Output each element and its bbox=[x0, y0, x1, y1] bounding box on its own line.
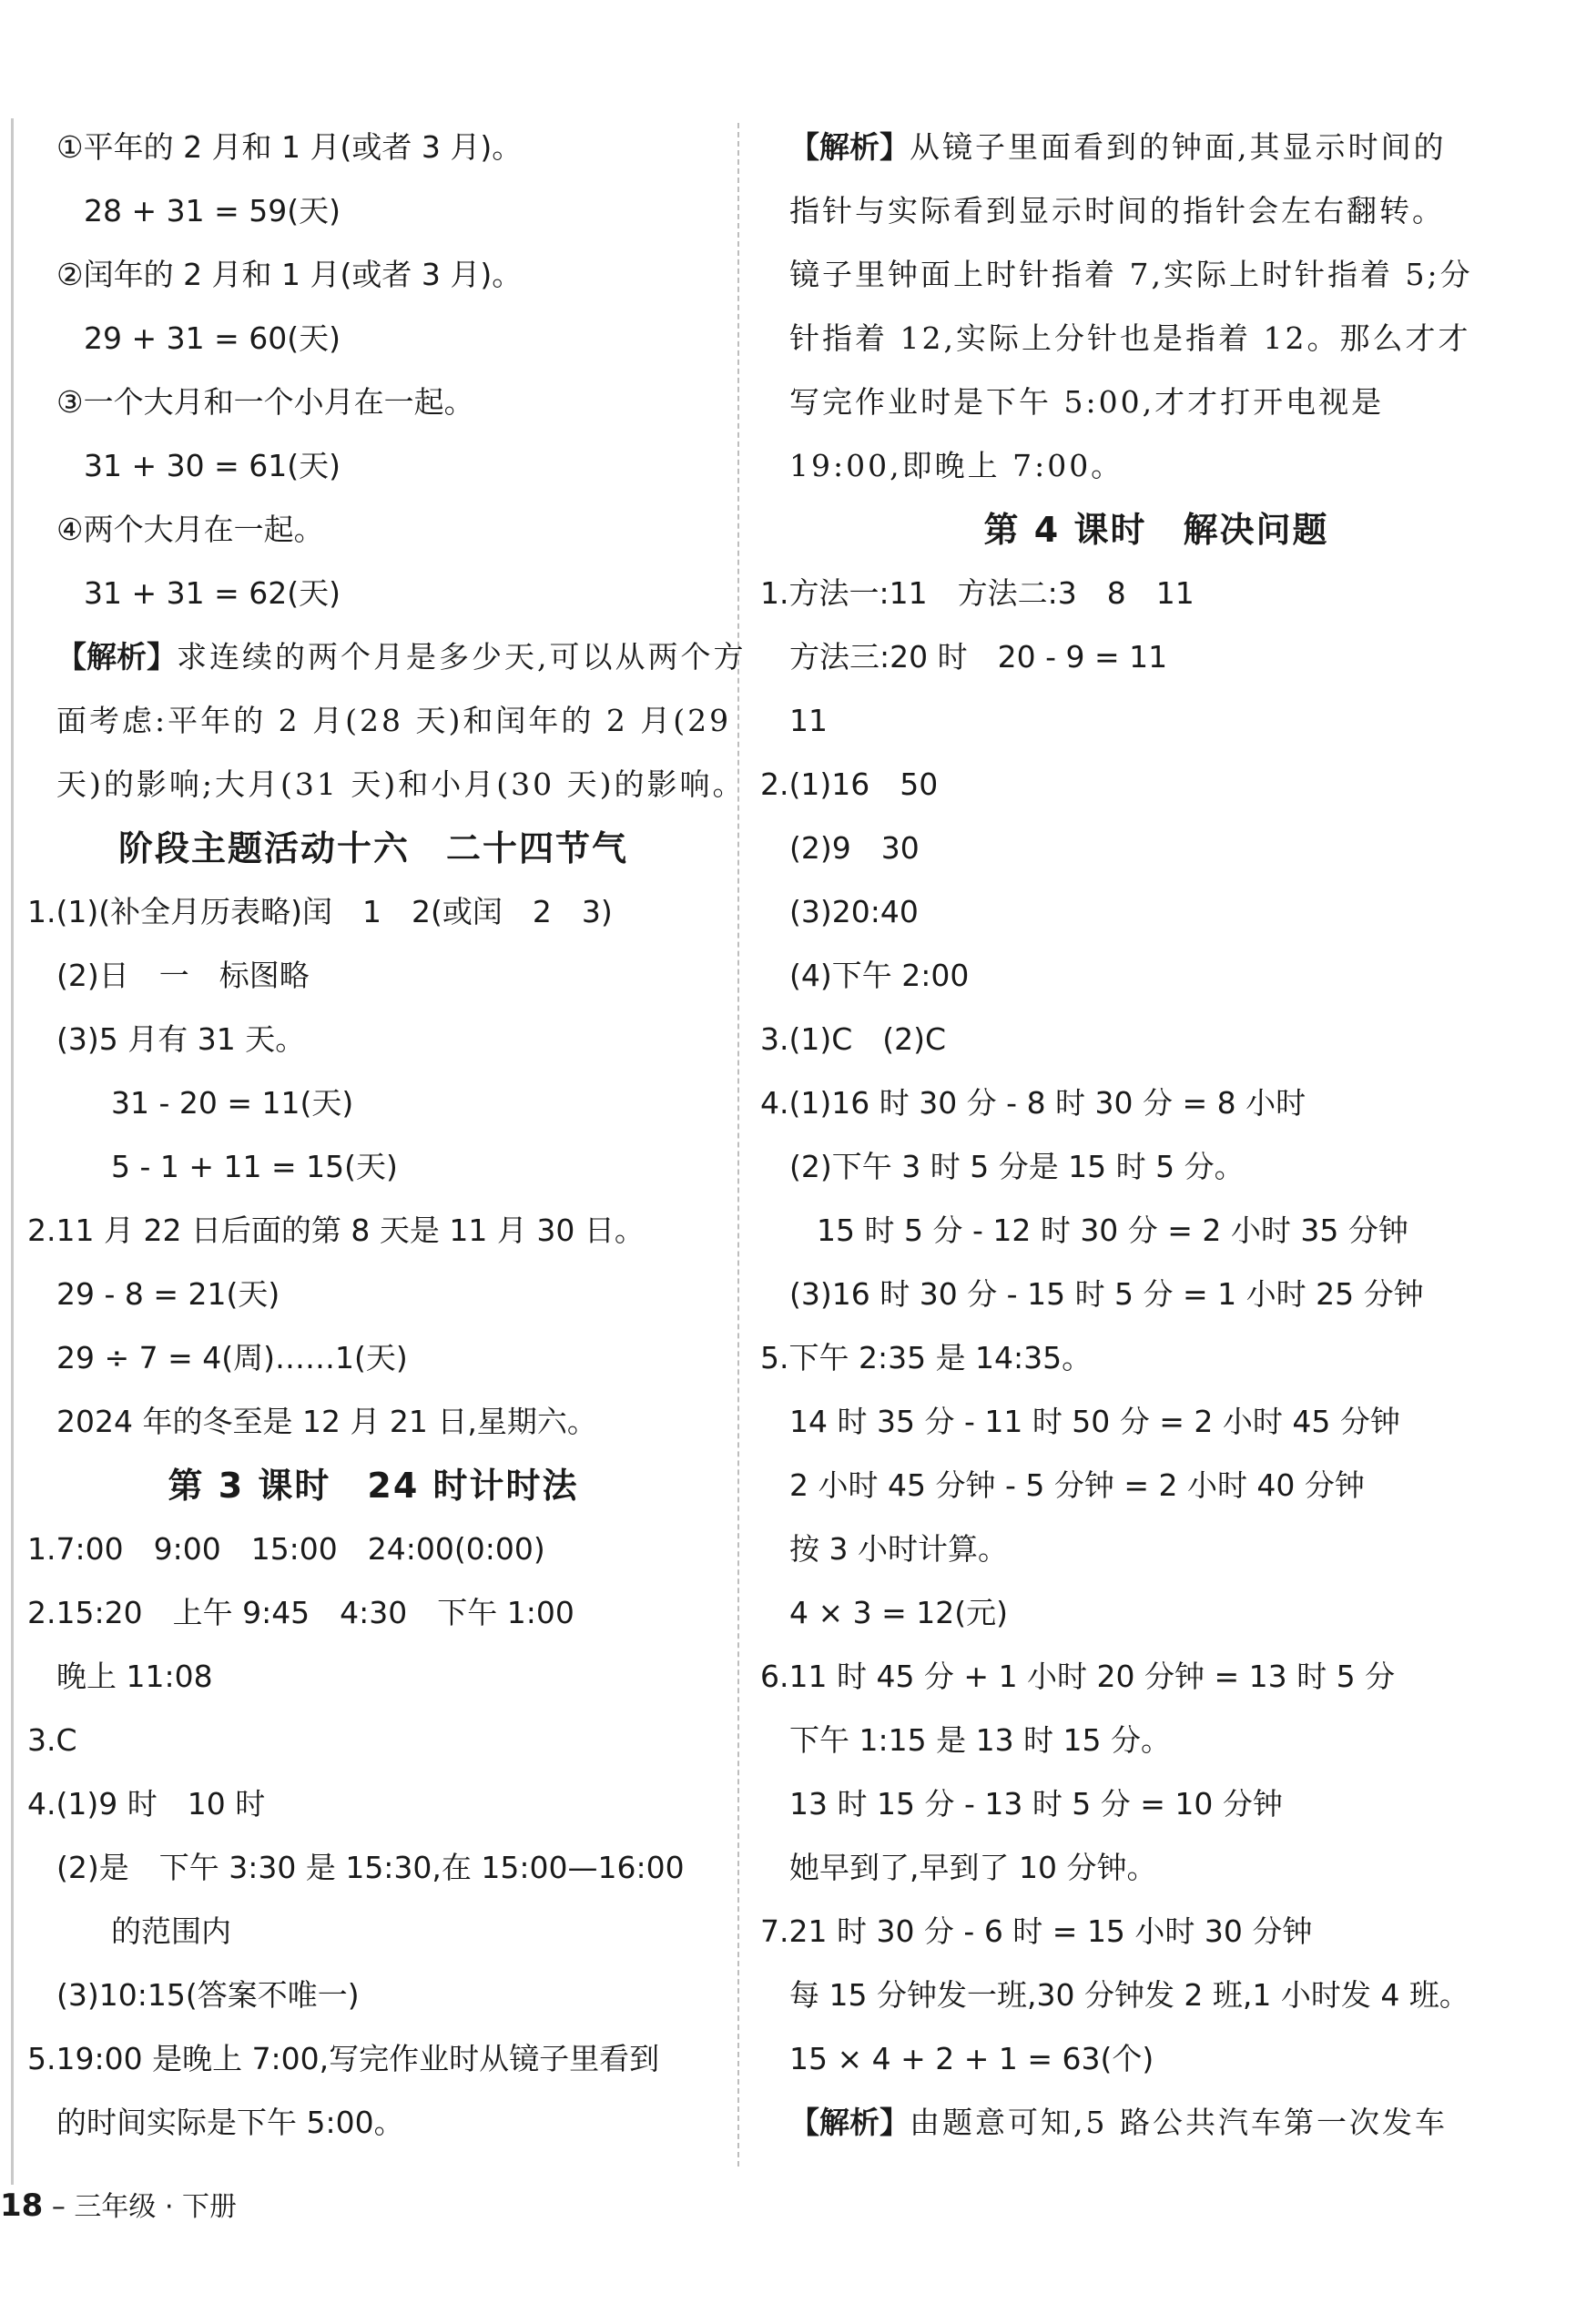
answer-line: 1.7:00 9:00 15:00 24:00(0:00) bbox=[27, 1531, 545, 1567]
analysis-paragraph bbox=[760, 2091, 1552, 2155]
answer-line: 2.11 月 22 日后面的第 8 天是 11 月 30 日。 bbox=[27, 1213, 645, 1248]
answer-line: 31 + 30 = 61(天) bbox=[84, 448, 341, 483]
answer-line: 15 时 5 分 - 12 时 30 分 = 2 小时 35 分钟 bbox=[817, 1213, 1408, 1248]
answer-line: (3)20:40 bbox=[789, 894, 919, 929]
answer-line: 31 + 31 = 62(天) bbox=[84, 575, 341, 611]
answer-line: 2.(1)16 50 bbox=[760, 766, 939, 802]
analysis-paragraph bbox=[760, 116, 1552, 179]
footer-dash: – bbox=[51, 2191, 66, 2223]
answer-line: 3.(1)C (2)C bbox=[760, 1021, 947, 1057]
answer-line: 5.下午 2:35 是 14:35。 bbox=[760, 1340, 1093, 1375]
answer-line: 2.15:20 上午 9:45 4:30 下午 1:00 bbox=[27, 1595, 574, 1630]
page-edge bbox=[11, 118, 14, 2185]
answer-line: (2)日 一 标图略 bbox=[56, 958, 310, 993]
column-divider bbox=[737, 123, 739, 2167]
answer-line: 的时间实际是下午 5:00。 bbox=[56, 2105, 404, 2140]
analysis-text: 求连续的两个月是多少天,可以从两个方 bbox=[177, 639, 747, 675]
answer-line: ③一个大月和一个小月在一起。 bbox=[56, 384, 474, 420]
answer-line: 14 时 35 分 - 11 时 50 分 = 2 小时 45 分钟 bbox=[789, 1404, 1400, 1439]
answer-line: (3)5 月有 31 天。 bbox=[56, 1021, 306, 1057]
analysis-paragraph bbox=[27, 625, 747, 689]
analysis-text: 针指着 12,实际上分针也是指着 12。那么才才 bbox=[789, 320, 1471, 356]
answer-line: 4.(1)9 时 10 时 bbox=[27, 1786, 266, 1822]
analysis-text: 指针与实际看到显示时间的指针会左右翻转。 bbox=[789, 193, 1445, 228]
footer-grade: 三年级 · 下册 bbox=[74, 2191, 238, 2223]
answer-line: 2024 年的冬至是 12 月 21 日,星期六。 bbox=[56, 1404, 597, 1439]
analysis-text: 面考虑:平年的 2 月(28 天)和闰年的 2 月(29 bbox=[56, 703, 732, 738]
analysis-text: 天)的影响;大月(31 天)和小月(30 天)的影响。 bbox=[56, 766, 746, 802]
lesson-title: 第 3 课时 24 时计时法 bbox=[168, 1466, 579, 1506]
answer-line: 29 - 8 = 21(天) bbox=[56, 1276, 280, 1312]
answer-line: 2 小时 45 分钟 - 5 分钟 = 2 小时 40 分钟 bbox=[789, 1467, 1365, 1503]
answer-line: 5.19:00 是晚上 7:00,写完作业时从镜子里看到 bbox=[27, 2041, 660, 2076]
answer-line: 28 + 31 = 59(天) bbox=[84, 193, 341, 228]
section-title: 阶段主题活动十六 二十四节气 bbox=[117, 828, 628, 868]
answer-line: 下午 1:15 是 13 时 15 分。 bbox=[789, 1722, 1172, 1758]
answer-line: 7.21 时 30 分 - 6 时 = 15 小时 30 分钟 bbox=[760, 1913, 1313, 1949]
answer-line: 31 - 20 = 11(天) bbox=[111, 1085, 354, 1121]
answer-line: 5 - 1 + 11 = 15(天) bbox=[111, 1149, 398, 1184]
answer-line: 6.11 时 45 分 + 1 小时 20 分钟 = 13 时 5 分 bbox=[760, 1659, 1396, 1694]
left-column bbox=[27, 116, 747, 2155]
answer-line: 晚上 11:08 bbox=[56, 1659, 213, 1694]
analysis-text: 由题意可知,5 路公共汽车第一次发车 bbox=[910, 2105, 1448, 2140]
answer-line: 15 × 4 + 2 + 1 = 63(个) bbox=[789, 2041, 1154, 2076]
analysis-text: 从镜子里面看到的钟面,其显示时间的 bbox=[910, 129, 1447, 165]
answer-line: ②闰年的 2 月和 1 月(或者 3 月)。 bbox=[56, 257, 523, 292]
page-footer bbox=[0, 2183, 237, 2230]
analysis-text: 19:00,即晚上 7:00。 bbox=[789, 448, 1124, 483]
lesson-title: 第 4 课时 解决问题 bbox=[983, 510, 1329, 550]
answer-line: 的范围内 bbox=[111, 1913, 231, 1949]
answer-line: (2)下午 3 时 5 分是 15 时 5 分。 bbox=[789, 1149, 1245, 1184]
answer-line: (2)是 下午 3:30 是 15:30,在 15:00—16:00 bbox=[56, 1850, 685, 1885]
analysis-tag: 【解析】 bbox=[56, 639, 177, 675]
analysis-text: 镜子里钟面上时针指着 7,实际上时针指着 5;分 bbox=[789, 257, 1473, 292]
answer-line: 4.(1)16 时 30 分 - 8 时 30 分 = 8 小时 bbox=[760, 1085, 1307, 1121]
answer-line: (3)16 时 30 分 - 15 时 5 分 = 1 小时 25 分钟 bbox=[789, 1276, 1424, 1312]
answer-line: (4)下午 2:00 bbox=[789, 958, 970, 993]
answer-line: (2)9 30 bbox=[789, 830, 920, 866]
answer-line: 每 15 分钟发一班,30 分钟发 2 班,1 小时发 4 班。 bbox=[789, 1977, 1469, 2013]
answer-line: (3)10:15(答案不唯一) bbox=[56, 1977, 360, 2013]
analysis-text: 写完作业时是下午 5:00,才才打开电视是 bbox=[789, 384, 1385, 420]
analysis-tag: 【解析】 bbox=[789, 2105, 910, 2140]
answer-line: 11 bbox=[789, 703, 828, 738]
right-column bbox=[760, 116, 1552, 2155]
answer-line: ④两个大月在一起。 bbox=[56, 512, 324, 547]
answer-line: 29 + 31 = 60(天) bbox=[84, 320, 341, 356]
answer-line: 1.(1)(补全月历表略)闰 1 2(或闰 2 3) bbox=[27, 894, 613, 929]
answer-line: 13 时 15 分 - 13 时 5 分 = 10 分钟 bbox=[789, 1786, 1283, 1822]
answer-line: 29 ÷ 7 = 4(周)……1(天) bbox=[56, 1340, 408, 1375]
answer-line: 按 3 小时计算。 bbox=[789, 1531, 1008, 1567]
answer-line: 她早到了,早到了 10 分钟。 bbox=[789, 1850, 1157, 1885]
answer-line: 3.C bbox=[27, 1722, 77, 1758]
analysis-tag: 【解析】 bbox=[789, 129, 910, 165]
answer-line: 4 × 3 = 12(元) bbox=[789, 1595, 1008, 1630]
answer-line: 1.方法一:11 方法二:3 8 11 bbox=[760, 575, 1195, 611]
answer-line: ①平年的 2 月和 1 月(或者 3 月)。 bbox=[56, 129, 523, 165]
answer-line: 方法三:20 时 20 - 9 = 11 bbox=[789, 639, 1168, 675]
page-number: 18 bbox=[0, 2187, 44, 2224]
